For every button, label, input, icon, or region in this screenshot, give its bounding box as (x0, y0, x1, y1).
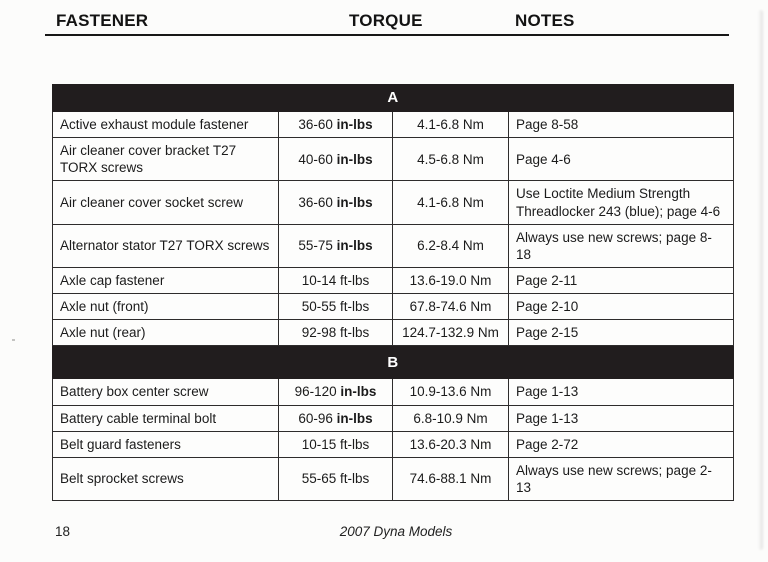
table-row (53, 294, 734, 320)
torque-cell (279, 112, 393, 138)
notes-cell: Page 2-72 (509, 431, 734, 457)
notes-cell: Always use new screws; page 8-18 (509, 224, 734, 267)
notes-cell: Page 2-10 (509, 294, 734, 320)
torque-cell (279, 294, 393, 320)
metric-cell: 6.2-8.4 Nm (393, 224, 509, 267)
notes-cell: Page 4-6 (509, 138, 734, 181)
notes-cell: Page 1-13 (509, 405, 734, 431)
torque-cell (279, 181, 393, 224)
torque-cell (279, 224, 393, 267)
torque-table-body (53, 85, 734, 501)
fastener-cell: Battery cable terminal bolt (53, 405, 279, 431)
fastener-cell: Axle cap fastener (53, 267, 279, 293)
fastener-cell: Alternator stator T27 TORX screws (53, 224, 279, 267)
table-row (53, 405, 734, 431)
metric-cell: 4.1-6.8 Nm (393, 112, 509, 138)
section-label: B (53, 346, 734, 379)
torque-unit: in-lbs (336, 151, 373, 167)
section-label: A (53, 85, 734, 112)
torque-unit: in-lbs (340, 384, 377, 400)
torque-cell (279, 405, 393, 431)
table-row (53, 320, 734, 346)
notes-cell: Always use new screws; page 2-13 (509, 457, 734, 500)
torque-cell (279, 379, 393, 405)
torque-value: 10-14 (301, 272, 337, 288)
metric-cell: 74.6-88.1 Nm (393, 457, 509, 500)
footer-doc-title: 2007 Dyna Models (339, 524, 453, 539)
torque-value: 10-15 (301, 436, 337, 452)
metric-cell: 13.6-19.0 Nm (393, 267, 509, 293)
torque-unit: in-lbs (336, 410, 373, 426)
table-row (53, 224, 734, 267)
notes-cell: Page 8-58 (509, 112, 734, 138)
torque-unit: ft-lbs (340, 436, 370, 452)
column-header-notes: NOTES (515, 11, 575, 30)
torque-unit: ft-lbs (340, 471, 370, 487)
fastener-cell: Belt guard fasteners (53, 431, 279, 457)
torque-unit: ft-lbs (340, 325, 370, 341)
section-header-row (53, 85, 734, 112)
metric-cell: 67.8-74.6 Nm (393, 294, 509, 320)
metric-cell: 6.8-10.9 Nm (393, 405, 509, 431)
scan-page-edge (758, 10, 763, 550)
torque-spec-table (52, 84, 734, 501)
table-row (53, 457, 734, 500)
torque-value: 50-55 (301, 299, 337, 315)
fastener-cell: Battery box center screw (53, 379, 279, 405)
column-header-torque: TORQUE (349, 11, 423, 30)
header-rule (45, 34, 729, 36)
torque-unit: in-lbs (336, 117, 373, 132)
fastener-cell: Air cleaner cover socket screw (53, 181, 279, 224)
table-row (53, 379, 734, 405)
fastener-cell: Active exhaust module fastener (53, 112, 279, 138)
scan-artifact-dot (12, 339, 15, 341)
torque-unit: in-lbs (336, 194, 373, 210)
torque-value: 40-60 (298, 151, 333, 167)
fastener-cell: Axle nut (front) (53, 294, 279, 320)
torque-value: 55-75 (298, 238, 333, 254)
metric-cell: 124.7-132.9 Nm (393, 320, 509, 346)
metric-cell: 10.9-13.6 Nm (393, 379, 509, 405)
torque-value: 96-120 (294, 384, 337, 400)
notes-cell: Page 1-13 (509, 379, 734, 405)
notes-cell: Use Loctite Medium Strength Threadlocker 243 (blue); page 4-6 (509, 181, 734, 224)
torque-value: 55-65 (301, 471, 337, 487)
torque-value: 60-96 (298, 410, 333, 426)
torque-unit: ft-lbs (340, 299, 370, 315)
table-row (53, 431, 734, 457)
torque-value: 36-60 (298, 117, 333, 132)
table-row (53, 112, 734, 138)
metric-cell: 4.5-6.8 Nm (393, 138, 509, 181)
metric-cell: 13.6-20.3 Nm (393, 431, 509, 457)
torque-value: 36-60 (298, 194, 333, 210)
torque-unit: in-lbs (336, 238, 373, 254)
torque-unit: ft-lbs (340, 272, 370, 288)
metric-cell: 4.1-6.8 Nm (393, 181, 509, 224)
fastener-cell: Belt sprocket screws (53, 457, 279, 500)
torque-value: 92-98 (301, 325, 337, 341)
torque-cell (279, 457, 393, 500)
table-row (53, 138, 734, 181)
section-header-row (53, 346, 734, 379)
torque-cell (279, 431, 393, 457)
fastener-cell: Axle nut (rear) (53, 320, 279, 346)
page-number: 18 (55, 524, 71, 539)
torque-cell (279, 320, 393, 346)
notes-cell: Page 2-15 (509, 320, 734, 346)
torque-cell (279, 138, 393, 181)
notes-cell: Page 2-11 (509, 267, 734, 293)
table-row (53, 181, 734, 224)
fastener-cell: Air cleaner cover bracket T27 TORX screws (53, 138, 279, 181)
torque-cell (279, 267, 393, 293)
column-header-fastener: FASTENER (56, 11, 149, 30)
table-row (53, 267, 734, 293)
